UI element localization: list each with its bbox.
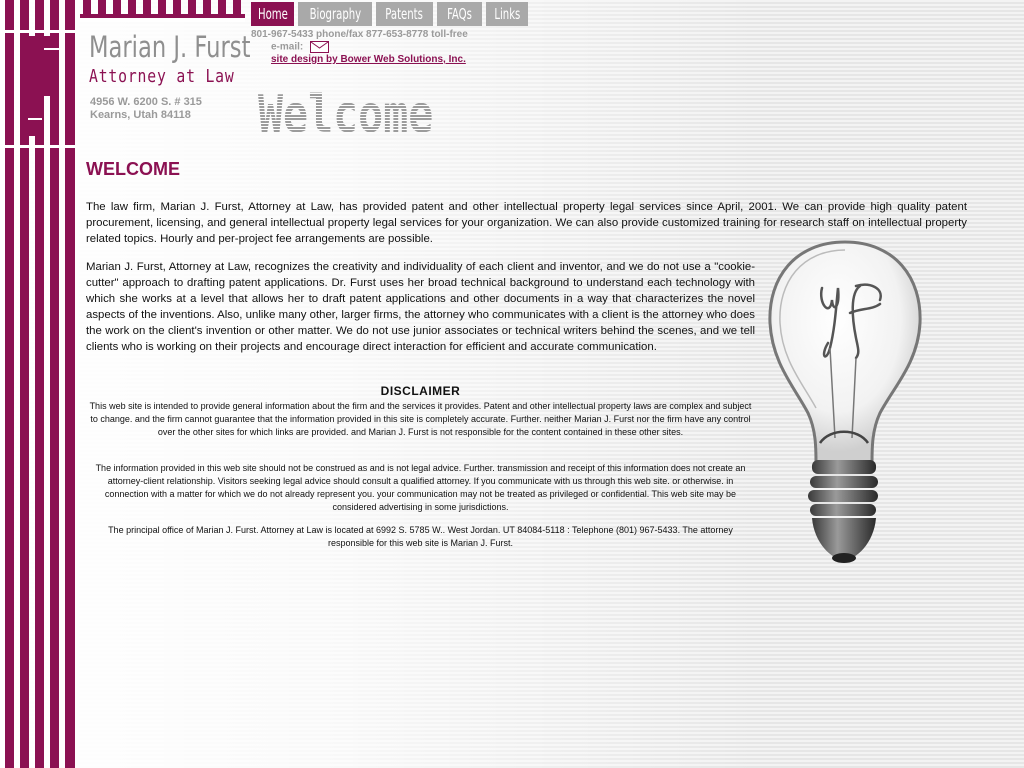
approach-paragraph: Marian J. Furst, Attorney at Law, recognizes the creativity and individuality of each client and inventor, and we do not use a "cookie-cutter" approach to drafting patent applications. Dr. Furst uses her broad technical background to understand each technology with which she works at a level that allows her to draft patent applications and other documents in a way that characterizes the novel aspects of the inventions. Also, unlike many other, larger firms, the attorney who communicates with a client is the attorney who does the work on the client's invention or other matter. We do not use junior associates or technical writers behind the scenes, and we tell clients who is working on their projects and encourage direct interaction for efficient and accurate communication.: [86, 261, 755, 353]
address-line-2: Kearns, Utah 84118: [90, 109, 191, 121]
light-bulb-illustration: [760, 238, 930, 568]
disclaimer-paragraph-3: The principal office of Marian J. Furst. Attorney at Law is located at 6992 S. 5785 W.. West Jordan. UT 84084-5118 : Telephone (801) 967-5433. The attorney responsible for this web site is Marian J. Furst.: [108, 525, 733, 548]
tab-biography[interactable]: Biography: [298, 2, 372, 26]
brand-name: Marian J. Furst: [89, 30, 251, 64]
top-decoration: [80, 0, 245, 24]
email-label: e-mail:: [271, 41, 304, 53]
phone-info: 801-967-5433 phone/fax 877-653-8778 toll-free: [251, 29, 468, 40]
disclaimer-paragraph-1: This web site is intended to provide general information about the firm and the services it provides. Patent and other intellectual property laws are complex and subject to change. and the firm cannot guarantee that the information provided in this site is completely accurate. Further. neither Marian J. Furst nor the firm have any control over the other sites for which links are provided. and Marian J. Furst is not responsible for the content contained in these other sites.: [89, 401, 752, 437]
address: [90, 96, 202, 122]
disclaimer-paragraph-2: The information provided in this web site should not be construed as and is not legal advice. Further. transmission and receipt of this information does not create an attorney-client relationship. Visitors seeking legal advice should consult a qualified attorney. If you communicate with us through this web site. or otherwise. in connection with a matter for which we do not already represent you. your communication may not be treated as privileged or confidential. This web site may be considered advertising in some jurisdictions.: [95, 463, 746, 512]
page-title: WELCOME: [86, 159, 180, 179]
tab-patents[interactable]: Patents: [376, 2, 433, 26]
brand-subtitle: Attorney at Law: [89, 66, 235, 87]
tab-faqs[interactable]: FAQs: [437, 2, 482, 26]
intro-paragraph: The law firm, Marian J. Furst, Attorney at Law, has provided patent and other intellectual property legal services since April, 2001. We can provide high quality patent procurement, licensing, and general intellectual property legal services for your organization. We can also provide customized training for research staff on intellectual property related topics. Hourly and per-project fee arrangements are possible.: [86, 201, 967, 245]
tab-home[interactable]: Home: [251, 2, 294, 26]
email-row: [271, 41, 329, 53]
site-credit-link[interactable]: site design by Bower Web Solutions, Inc.: [271, 54, 466, 65]
envelope-icon[interactable]: [310, 41, 329, 53]
tab-links[interactable]: Links: [486, 2, 528, 26]
disclaimer-title: DISCLAIMER: [380, 384, 461, 398]
welcome-graphic: [258, 76, 434, 146]
decorative-stripes: [0, 0, 80, 768]
address-line-1: 4956 W. 6200 S. # 315: [90, 96, 202, 108]
welcome-graphic-text: Welcome: [258, 84, 434, 146]
